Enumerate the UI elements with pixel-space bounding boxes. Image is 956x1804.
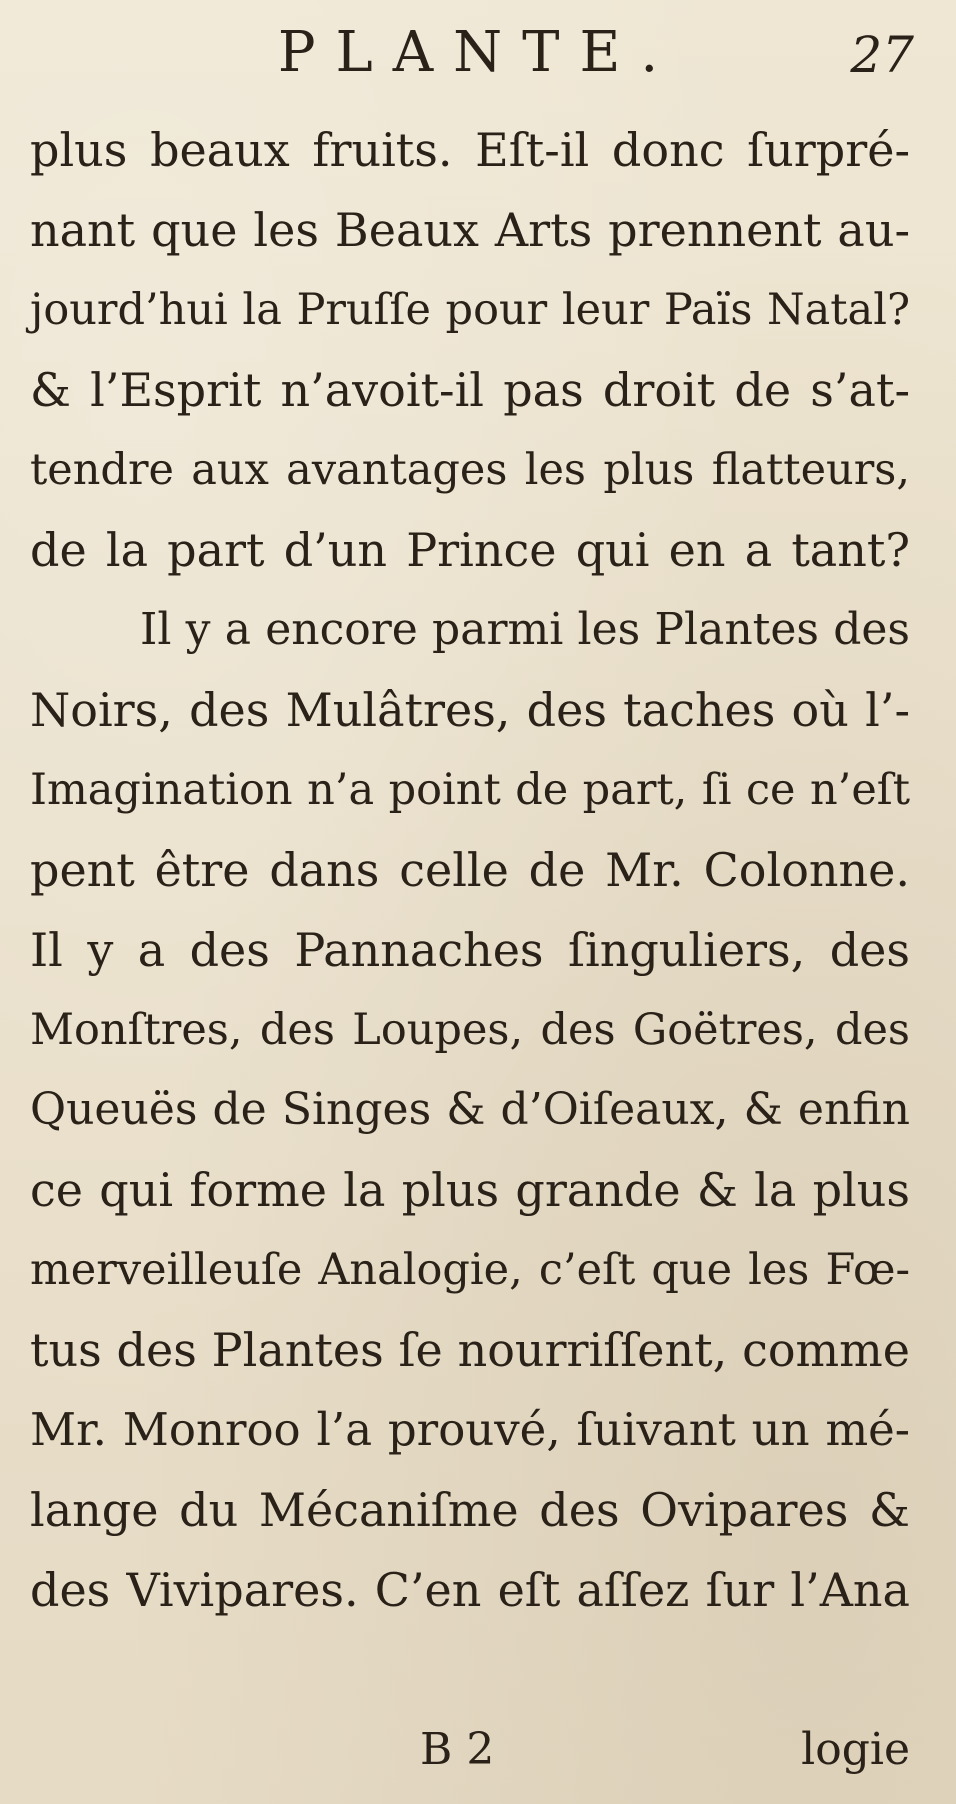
text-line: tus des Plantes ſe nourriſſent, comme [30, 1323, 910, 1377]
body-text [30, 110, 910, 1630]
text-line: merveilleuſe Analogie, c’eſt que les Fœ- [30, 1245, 910, 1295]
text-line: nant que les Beaux Arts prennent au- [30, 203, 910, 257]
running-head: PLANTE. [277, 20, 679, 85]
text-line: Il y a des Pannaches ſinguliers, des [30, 923, 910, 977]
text-line: Monſtres, des Loupes, des Goëtres, des [30, 1005, 910, 1055]
text-line: Imagination n’a point de part, ſi ce n’eſt [30, 765, 910, 815]
text-line: des Vivipares. C’en eſt aſſez ſur l’Ana [30, 1563, 910, 1617]
text-line: de la part d’un Prince qui en a tant? [30, 523, 910, 577]
text-line: plus beaux fruits. Eſt-il donc ſurpré- [30, 123, 910, 177]
text-line: lange du Mécaniſme des Ovipares & [30, 1483, 910, 1537]
text-line: & l’Esprit n’avoit-il pas droit de s’at- [30, 363, 910, 417]
text-line: jourd’hui la Pruſſe pour leur Païs Natal? [30, 285, 910, 335]
signature-mark: B 2 [420, 1724, 495, 1775]
text-line: Mr. Monroo l’a prouvé, ſuivant un mé- [30, 1403, 910, 1456]
paragraph-start-line: Il y a encore parmi les Plantes des [140, 604, 910, 655]
catchword: logie [801, 1724, 910, 1775]
text-line: tendre aux avantages les plus flatteurs, [30, 445, 910, 495]
text-line: pent être dans celle de Mr. Colonne. [30, 843, 910, 897]
page-header [36, 14, 920, 84]
page-footer [30, 1710, 910, 1790]
text-line: ce qui forme la plus grande & la plus [30, 1163, 910, 1217]
page-number: 27 [850, 26, 914, 84]
text-line: Queuës de Singes & d’Oiſeaux, & enfin [30, 1084, 910, 1135]
text-line: Noirs, des Mulâtres, des taches où l’- [30, 683, 910, 737]
